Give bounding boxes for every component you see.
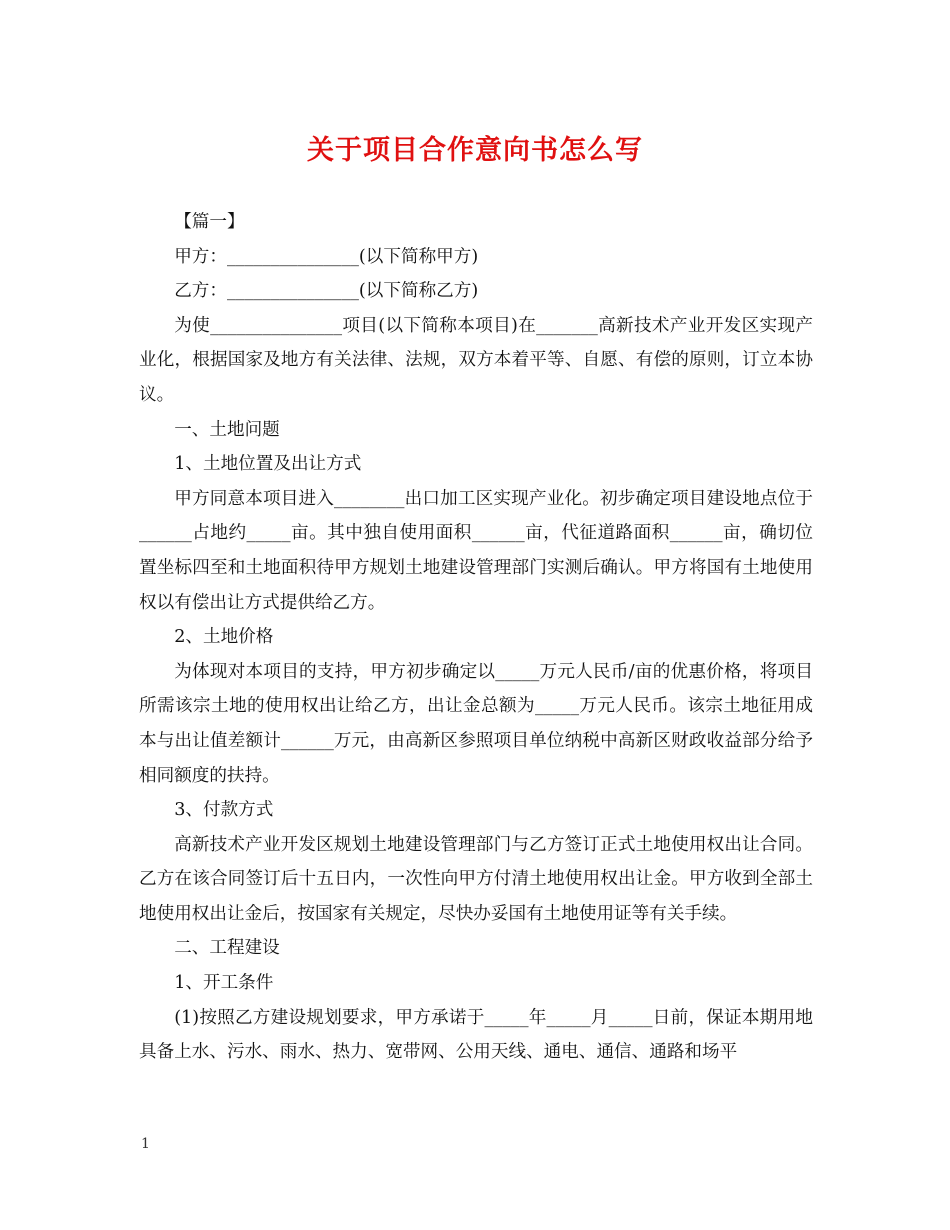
land-location-paragraph: 甲方同意本项目进入________出口加工区实现产业化。初步确定项目建设地点位于______占地约_____亩。其中独自使用面积______亩，代征道路面积______亩，确切位置坐标四至和土地面积待甲方规划土地建设管理部门实测后确认。甲方将国有土地使用权以有偿出让方式提供给乙方。 [139,488,813,613]
party-b-line: 乙方：_______________(以下简称乙方) [174,281,479,302]
party-a-line: 甲方：_______________(以下简称甲方) [174,246,479,267]
subsection-heading-payment: 3、付款方式 [174,800,274,821]
section-heading-part-one: 【篇一】 [174,212,245,232]
document-title: 关于项目合作意向书怎么写 [307,135,643,166]
agreement-intro-paragraph: 为使_______________项目(以下简称本项目)在_______高新技术产业开发区实现产业化，根据国家及地方有关法律、法规，双方本着平等、自愿、有偿的原则，订立本协议。 [139,315,813,405]
subsection-heading-land-location: 1、土地位置及出让方式 [174,454,362,475]
section-heading-construction: 二、工程建设 [174,938,280,959]
payment-paragraph: 高新技术产业开发区规划土地建设管理部门与乙方签订正式土地使用权出让合同。乙方在该合同签订后十五日内，一次性向甲方付清土地使用权出让金。甲方收到全部土地使用权出让金后，按国家有关规定，尽快办妥国有土地使用证等有关手续。 [139,834,813,924]
section-heading-land: 一、土地问题 [174,419,280,440]
start-conditions-paragraph: (1)按照乙方建设规划要求，甲方承诺于_____年_____月_____日前，保证本期用地具备上水、污水、雨水、热力、宽带网、公用天线、通电、通信、通路和场平 [139,1007,813,1063]
page-number: 1 [141,1136,150,1152]
land-price-paragraph: 为体现对本项目的支持，甲方初步确定以_____万元人民币/亩的优惠价格，将项目所需该宗土地的使用权出让给乙方，出让金总额为_____万元人民币。该宗土地征用成本与出让值差额计______万元，由高新区参照项目单位纳税中高新区财政收益部分给予相同额度的扶持。 [139,661,813,786]
subsection-heading-land-price: 2、土地价格 [174,627,274,648]
document-body [139,205,813,1070]
subsection-heading-start-conditions: 1、开工条件 [174,973,274,994]
